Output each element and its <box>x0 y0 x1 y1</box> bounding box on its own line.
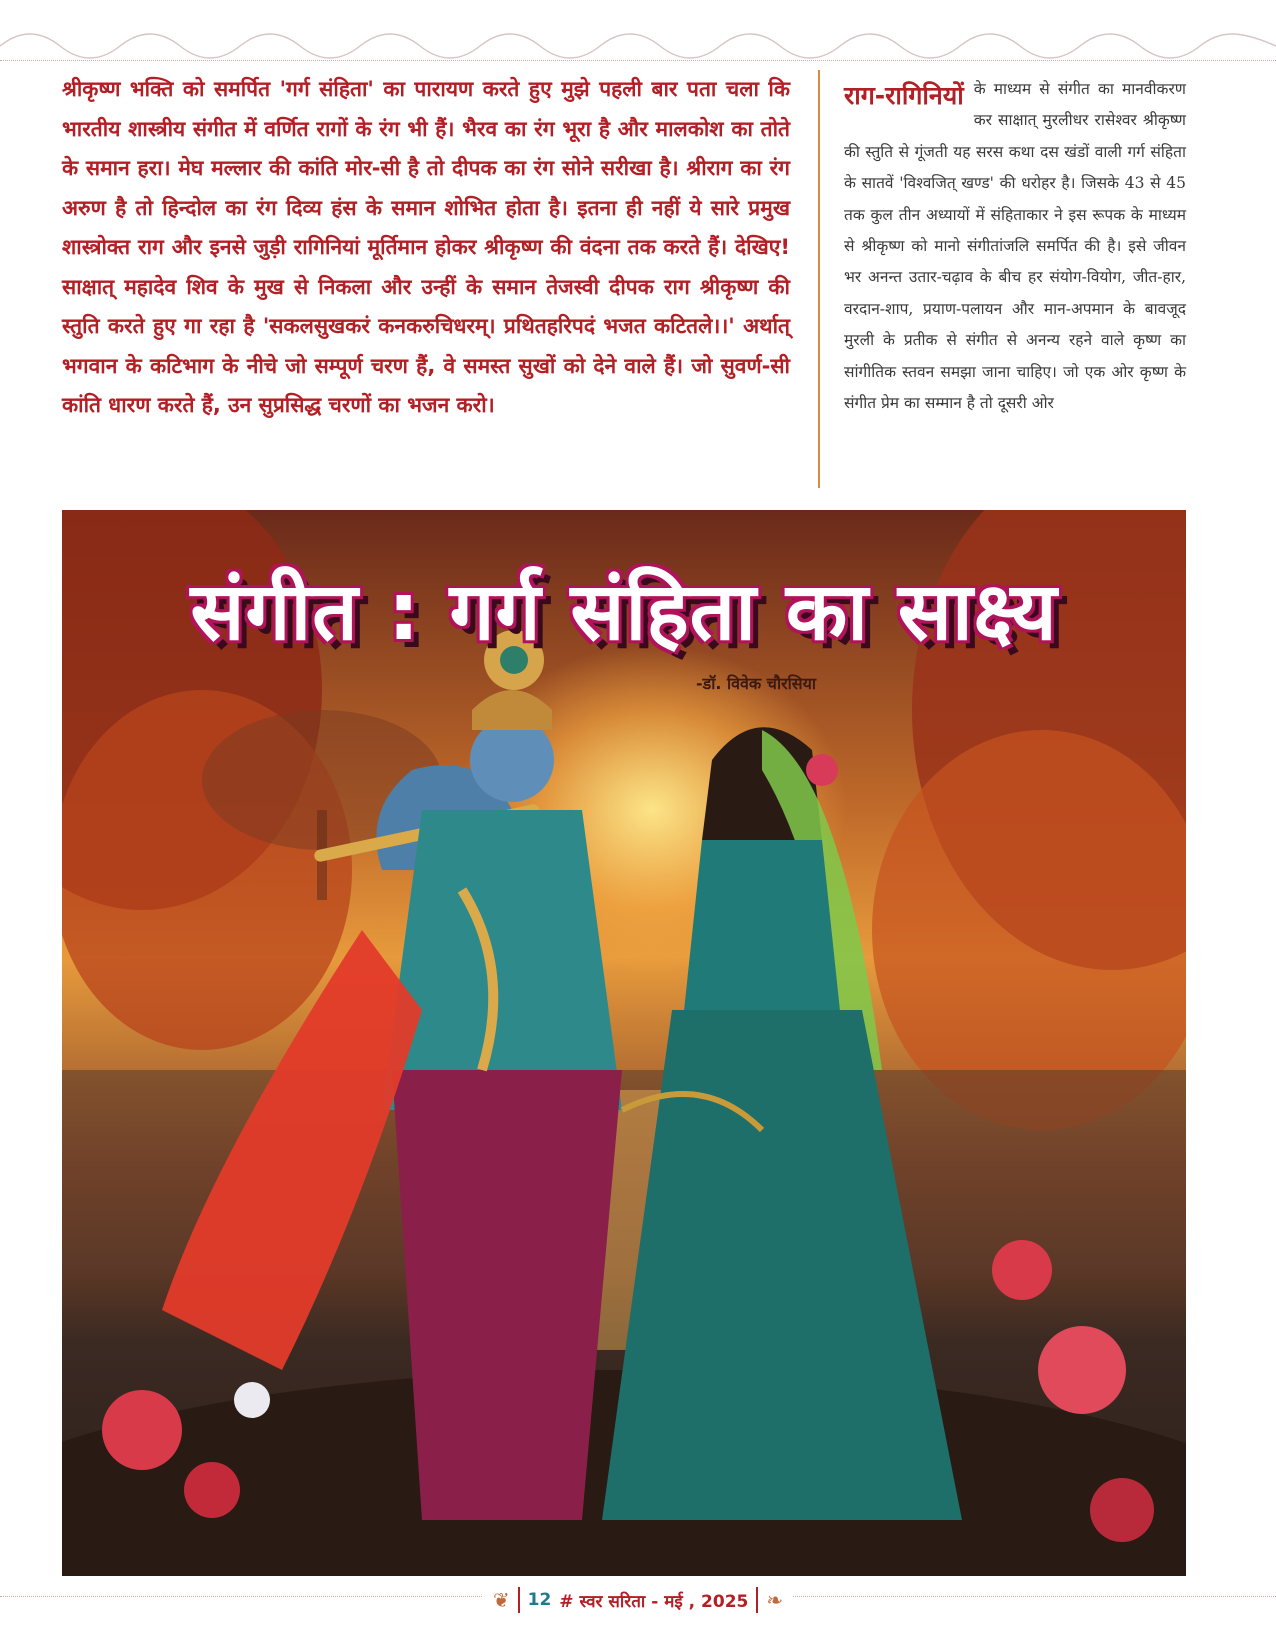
footer-right-bar <box>756 1587 758 1613</box>
sidebar-body-text: के माध्यम से संगीत का मानवीकरण कर साक्षात् मुरलीधर रासेश्वर श्रीकृष्ण की स्तुति से गूंजती यह सरस कथा दस खंडों वाली गर्ग संहिता के सातवें 'विश्वजित् खण्ड' की धरोहर है। जिसके 43 से 45 तक कुल तीन अध्यायों में संहिताकार ने इस रूपक के माध्यम से श्रीकृष्ण को मानो संगीतांजलि समर्पित की है। इसे जीवन भर अनन्त उतार-चढ़ाव के बीच हर संयोग-वियोग, जीत-हार, वरदान-शाप, प्रयाण-पलायन और मान-अपमान के बावजूद मुरली के प्रतीक से संगीत से अनन्य रहने वाले कृष्ण का सांगीतिक स्तवन समझा जाना चाहिए। जो एक ओर कृष्ण के संगीत प्रेम का सम्मान है तो दूसरी ओर <box>844 80 1186 413</box>
footer-left-bar <box>518 1587 520 1613</box>
footer-right-ornament-icon: ❧ <box>766 1588 784 1612</box>
sidebar-lead-word: राग-रागिनियों <box>844 81 964 110</box>
top-ornamental-border <box>0 26 1276 61</box>
radha-krishna-illustration <box>62 510 1186 1576</box>
footer-left-ornament-icon: ❦ <box>492 1588 510 1612</box>
hero-illustration <box>62 510 1186 1576</box>
page-number: 12 <box>527 1590 552 1610</box>
intro-paragraph: श्रीकृष्ण भक्ति को समर्पित 'गर्ग संहिता' का पारायण करते हुए मुझे पहली बार पता चला कि भारतीय शास्त्रीय संगीत में वर्णित रागों के रंग भी हैं। भैरव का रंग भूरा है और मालकोश का तोते के समान हरा। मेघ मल्लार की कांति मोर-सी है तो दीपक का रंग सोने सरीखा है। श्रीराग का रंग अरुण है तो हिन्दोल का रंग दिव्य हंस के समान शोभित होता है। इतना ही नहीं ये सारे प्रमुख शास्त्रोक्त राग और इनसे जुड़ी रागिनियां मूर्तिमान होकर श्रीकृष्ण की वंदना तक करते हैं। देखिए! साक्षात् महादेव शिव के मुख से निकला और उन्हीं के समान तेजस्वी दीपक राग श्रीकृष्ण की स्तुति करते हुए गा रहा है 'सकलसुखकरं कनकरुचिधरम्। प्रथितहरिपदं भजत कटितले।।' अर्थात् भगवान के कटिभाग के नीचे जो सम्पूर्ण चरण हैं, वे समस्त सुखों को देने वाले हैं। जो सुवर्ण-सी कांति धारण करते हैं, उन सुप्रसिद्ध चरणों का भजन करो। <box>62 77 790 417</box>
magazine-name-date: # स्वर सरिता - मई , 2025 <box>559 1591 749 1612</box>
page-footer <box>0 1582 1276 1618</box>
footer-inner <box>483 1587 793 1613</box>
column-divider <box>818 70 820 488</box>
sidebar-paragraph <box>844 74 1186 419</box>
author-byline: -डॉ. विवेक चौरसिया <box>696 674 817 693</box>
article-title: संगीत : गर्ग संहिता का साक्ष्य <box>190 565 1058 658</box>
